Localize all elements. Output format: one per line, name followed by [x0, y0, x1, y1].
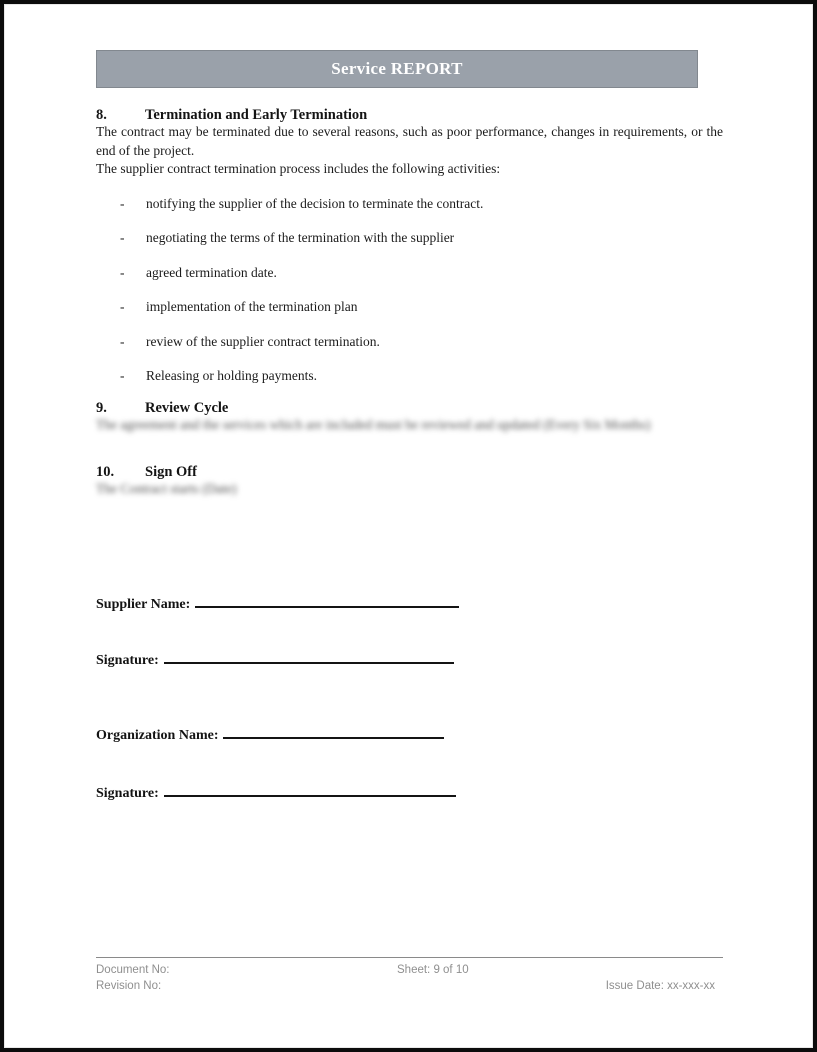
organization-name-blank-line	[223, 736, 444, 739]
supplier-name-blank-line	[195, 605, 459, 608]
section-number: 10.	[96, 464, 115, 480]
organization-signature-row	[96, 786, 723, 801]
footer-row-1	[96, 962, 723, 978]
sign-off-blurred-paragraph: The Contract starts (Date)	[96, 481, 237, 496]
list-item	[120, 229, 723, 248]
list-item-text: Releasing or holding payments.	[146, 368, 317, 383]
list-item-text: agreed termination date.	[146, 264, 277, 280]
signature-blank-line	[164, 661, 454, 664]
document-no-label: Document No:	[96, 964, 170, 976]
footer-divider	[96, 957, 723, 958]
signature-label: Signature:	[96, 652, 159, 668]
supplier-name-row	[96, 597, 723, 612]
termination-activities-list	[96, 195, 723, 386]
organization-name-label: Organization Name:	[96, 727, 219, 743]
supplier-signature-row	[96, 653, 723, 668]
list-item	[120, 333, 723, 352]
dash-bullet: -	[120, 264, 125, 280]
dash-bullet: -	[120, 333, 125, 349]
section-title: Review Cycle	[145, 399, 229, 416]
organization-name-row	[96, 728, 723, 743]
dash-bullet: -	[120, 230, 125, 245]
supplier-name-label: Supplier Name:	[96, 596, 191, 612]
termination-paragraph: The contract may be terminated due to several reasons, such as poor performance, changes in requirements, or the end of the project.	[96, 124, 723, 158]
document-title: Service REPORT	[331, 59, 463, 78]
dash-bullet: -	[120, 195, 125, 211]
section-number: 9.	[96, 399, 107, 416]
section-9-heading	[96, 400, 723, 416]
page-footer	[96, 957, 723, 994]
list-item-text: notifying the supplier of the decision to terminate the contract.	[146, 195, 484, 211]
review-cycle-blurred-paragraph: The agreement and the services which are included must be reviewed and updated (Every Six Months)	[96, 416, 651, 432]
list-item-text: implementation of the termination plan	[146, 299, 358, 314]
list-item-text: negotiating the terms of the termination with the supplier	[146, 230, 455, 245]
list-item	[120, 298, 723, 317]
dash-bullet: -	[120, 299, 125, 314]
section-title: Termination and Early Termination	[145, 107, 368, 123]
list-item	[120, 264, 723, 283]
revision-no-label: Revision No:	[96, 980, 162, 992]
section-8-heading	[96, 107, 723, 123]
issue-date: Issue Date: xx-xxx-xx	[605, 980, 715, 992]
section-title: Sign Off	[145, 464, 197, 480]
page-content	[4, 107, 813, 801]
list-item	[120, 367, 723, 386]
termination-process-intro: The supplier contract termination process includes the following activities:	[96, 161, 501, 176]
section-number: 8.	[96, 107, 107, 123]
list-item-text: review of the supplier contract termination.	[146, 333, 380, 349]
section-10-heading	[96, 464, 723, 480]
sheet-number: Sheet: 9 of 10	[397, 964, 469, 976]
dash-bullet: -	[120, 368, 125, 383]
title-banner	[96, 50, 698, 88]
signature-blank-line	[164, 794, 456, 797]
footer-row-2	[96, 978, 723, 994]
signature-label: Signature:	[96, 785, 159, 801]
list-item	[120, 195, 723, 214]
